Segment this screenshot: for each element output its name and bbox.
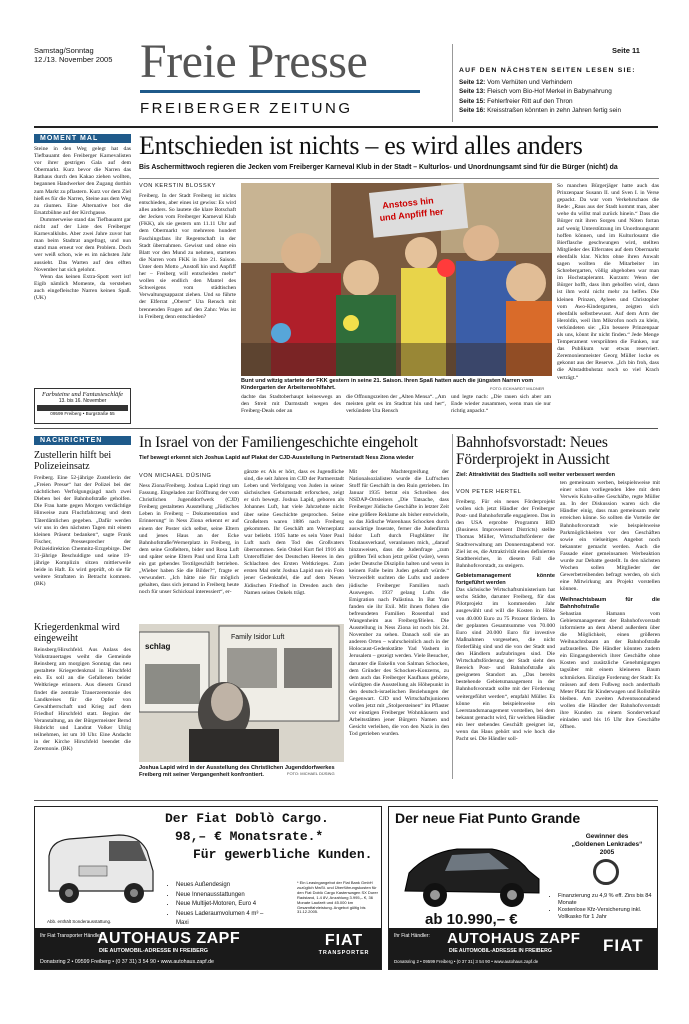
feature-item: • Finanzierung zu 4,9 % eff. Zins bis 84 Monate	[558, 893, 653, 907]
small-ad-address: 09599 Freiberg • Burgstraße 55	[50, 411, 115, 416]
news-item-1-headline: Zustellerin hilft bei Polizeieinsatz	[34, 450, 112, 472]
punto-dealer-name: AUTOHAUS ZAPF	[447, 930, 581, 947]
doblo-dealer-name: AUTOHAUS ZAPF	[97, 930, 241, 947]
title-underline	[140, 90, 420, 93]
column-divider	[452, 434, 453, 779]
israel-headline: In Israel von der Familiengeschichte eingeholt	[139, 434, 418, 451]
israel-col2: gänzte er. Als er hört, dass es Jugendliche sind, die seit Jahren im CJD der Partnerstadt Leben und Verfolgung von Juden in seiner sächsischen Geburtsstadt erforschen, zeigt er sich bewegt. Joshua Lapid, geboren als Johannes Luft, hat viele Jahrzehnte nicht über seine Geschichte gesprochen. Seine Großeltern waren 1886 nach Freiberg gekommen. Ihr Geschäft am Wernerplatz war beliebt. 1935 hatte es sein Vater Paul Luft nach dem Tod des Großvaters übernommen. Sein Onkel Kurt fiel 1916 als Unteroffizier des Deutschen Heeres in den Schlachten des Ersten Weltkrieges. Zum ersten Mal steht Joshua Lapid nun ein Foto jener Gedenktafel, die auf dem Neuen Jüdischen Friedhof in Dresden auch den Namen seines Onkels trägt.	[244, 469, 344, 596]
doblo-address: Donatsring 2 • 09599 Freiberg • (0 37 31) 3 54 90 • www.autohaus.zapf.de	[40, 959, 214, 965]
toc-item[interactable]: Seite 16: Kreisstraßen könnten in zehn Jahren fertig sein	[459, 106, 622, 114]
doblo-car-image	[39, 821, 159, 911]
lead-col1: Freiberg. In der Stadt Freiberg ist nichts entschieden, aber eines ist gewiss: Es wird alles anders. So lautete die klare Botschaft der Jecken vom Freiberger Karneval Klub (FKK), als sie gestern um 11.11 Uhr auf dem Obermarkt vor mehreren hundert Faschingsfans ihr Regentschaft in der Stadt übernahmen. Gewisst und ohne ein Blatt vor den Mund zu nehmen, starteten die Narren vom FKK in ihre 21. Saison. Unter dem Motto „Anstoß hin und Anpfiff her – Freiberg will entscheiden mehr“ wollen sie endlich den Mantel des Schweigens vom städtischen Verwaltungsapparat ziehen. Und so führte der Elferrat „Oberst“ Uta Rensch mit brennenden Fragen auf den Zahn: Was ist in Freiberg denn entschieden?	[139, 193, 236, 320]
fiat-transporter-logo: FIAT TRANSPORTER	[318, 932, 370, 956]
feature-item: • Neues Außendesign	[176, 881, 277, 891]
punto-price: ab 10.990,– €	[425, 911, 518, 928]
lead-deck: Bis Aschermittwoch regieren die Jecken vom Freiberger Karneval Klub in der Stadt – Kulturlos- und Unordnungsamt sind für die Bürger (nicht) da	[139, 164, 618, 171]
israel-col3: Mit der Machtergreifung der Nationalsozialisten wurde die Luft'schen Stoff für Geschäft in den Ruin getrieben. Im Januar 1935 betrat ein Schreiben des NSDAP-Ortsleiters „Die Tatsache, dass Freiberger Jüdische Geschäfte in letzter Zeit eine größere Reklame als bisher entwickeln, so das Jüdische Warenhaus Schocken durch auswärtige Inserate, ferner die Judenfirma Isidor Luft durch Flugblätter ihr Totalausverkauf, veranlassen mich, „darauf hinzuweisen, dass die Judenfrage „zum größten Teil schon jetzt gelöst (wäre), wenn jeder Deutsche Disziplin halten und wenn in keinem Falle beim Juden gekauft würde.“ Verzweifelt suchten die Lufts und andere jüdische Freiberger Familien nach Auswegen. 1937 gelang Lufts die Emigration nach Palästina. In Bat Yam fanden sie ihr Exil. Mit ihnen flohen die befreundeten Familien Rosenthal und Wangenheim aus Freiberg/Bielen. Die Ausstellung in Ness Ziona ist noch bis 24. November zu sehen. Danach soll sie an anderen Orten – wahrscheinlich auch in der Holocaust-Gedenkstätte Yad Vashem in Jerusalem – gezeigt werden. Viele Besucher, darunter die Enkelin von Salman Schocken, dem Gründer des Schocken-Konzerns, zu dem auch das Freiberger Kaufhaus gehörte, würdigten die Ausstellung als Höhepunkt in den deutsch-israelischen Beziehungen der Gegenwart. CJD und Wirtschaftsjunioren wollen jetzt mit „Stolpersteinen“ im Pflaster vor einstigen Freiberger Wohnhäusern und Arbeitsstätten jener Bürgern Namen und Gesicht verleihen, die von den Nazis in den Tod getrieben wurden.	[349, 469, 449, 738]
small-ad-title: Farbsteine und Fantasieschläfe	[42, 391, 123, 398]
nachrichten-heading: NACHRICHTEN	[34, 436, 131, 445]
issue-date	[34, 46, 112, 64]
news-item-1-text: Freiberg. Eine 52-jährige Zustellerin der „Freien Presse“ hat der Polizei bei der nächtlichen Verfolgungsjagd nach zwei Dieben bei der Bahnhofstraße geholfen. Die Frau hatte gegen Morgen verdächtige Hinweise zum Fluchtfahrzeug und dem Täterdämlichen gegeben. „Dafür werden wir uns in den nächsten Tagen mit einem kleinen Präsent bedanken“, sagte Frank Fischer, Pressesprecher der Polizeidirektion Chemnitz-Erzgebirge. Der 31-jährige Beschuldigte und seine 19-jährige Komplizin sitzen mittlerweile beide in Haft. Es wird geprüft, ob sie für weitere Straftaten in Betracht kommen. (BK)	[34, 475, 131, 588]
doblo-fineprint: * Ein Leasingangebot der Fiat Bank GmbH zuzüglich MwSt. und Überführungskosten für den Fiat Doblò Cargo Kastenwagen SX Durer Radstand, 1.4 8V, Anzahlung 3.995,– €, 36 Monate Laufzeit und 45.000 km Gesamtfahrleistung. Angebot gültig bis 31.12.2005.	[297, 880, 378, 915]
bahnhof-col2: ten gemeinsam werben, beispielsweise mit einer schon vorliegenden Idee mit dem Verweis Kuhn-allee Geschäfte, regte Müller an. In der Diskussion waren sich die Händler einig, dass man gemeinsam mehr erreichen könne. So sollten die Vorteile der Bahnhofsvorstadt wie beispielsweise Parkmöglichkeiten vor den Geschäften sowie ein vielseitiges Angebot noch bekannter gemacht werden. Auch die Fassade einer gemeinsamen Werbeaktion wurde zur Debatte gestellt. In den nächsten Wochen sollen Mitglieder der Gewerbetreibenden befragt werden, ob sich eine Mitwirkung am Projekt vorstellen können. Weihnachtsbaum für die Bahnhofstraße Sebastian Hamann vom Gebietsmanagement der Bahnhofsvorstadt informierte an dem Abend außerdem über die Möglichkeit, einen größeren Weihnachtsbaum an der Bahnhofstraße aufzustellen. Die Händler könnten zudem ein Eingangsbereich ihrer Geschäfte ohne Kosten und zusätzliche Genehmigungen tagsüber mit einem kleineren Baum schmücken. Einzige Forderung der Stadt: Es müssen auf dem Fußweg noch anderthalb Meter Platz für Kinderwagen und Rollstühle bleiben. Am zweiten Adventssonnabend wollen die Händler der Bahnhofsvorstadt ihre Kunden zu einem Sonderverkauf einladen und bis 16 Uhr ihre Geschäfte öffnen.	[560, 480, 660, 731]
small-ad	[34, 388, 131, 424]
doblo-price: 98,– € Monatsrate.*	[175, 829, 324, 844]
lapid-photo	[139, 624, 344, 762]
bahnhof-subhead-2: Weihnachtsbaum für die Bahnhofstraße	[560, 596, 660, 610]
section-rule	[34, 428, 658, 429]
toc-item[interactable]: Seite 13: Fleisch vom Bio-Hof Merkel in Babynahrung	[459, 88, 612, 96]
punto-address: Donatsring 2 • 09599 Freiberg • (0 37 31) 3 54 90 • www.autohaus.zapf.de	[394, 959, 539, 964]
news-item-2-headline: Kriegerdenkmal wird eingeweiht	[34, 622, 120, 644]
page-number: Seite 11	[612, 46, 640, 55]
israel-photo-credit: FOTO: MICHAEL DÜSING	[287, 771, 335, 776]
ad-divider	[34, 800, 658, 801]
feature-item: • Kostenlose Kfz-Versicherung inkl. Vollkasko für 1 Jahr	[558, 907, 653, 921]
doblo-tagline: Für gewerbliche Kunden.	[193, 847, 373, 862]
doblo-dealer-bar	[35, 928, 381, 969]
moment-mal-heading: MOMENT MAL	[34, 134, 131, 143]
lead-below-col3: und legte nach: „Die rauen sich aber am Ende wieder zusammen, wenn man sie nur richtig anpackt.“	[451, 394, 551, 415]
photo-sign-2: Family Isidor Luft	[231, 634, 285, 641]
toc-item[interactable]: Seite 12: Vom Verhüten und Verhindern	[459, 79, 573, 86]
issue-date-line2: 12./13. November 2005	[34, 55, 113, 64]
bahnhof-byline: VON PETER HERTEL	[456, 489, 522, 495]
toc-item[interactable]: Seite 15: Fehlerfreier Ritt auf den Thron	[459, 97, 573, 105]
lead-photo-caption: Bunt und witzig startete der FKK gestern in seine 21. Saison. Ihren Spaß hatten auch die jüngsten Narren vom Kindergarten der Arbeiterwohlfahrt.	[241, 378, 534, 391]
punto-dealer-label: Ihr Fiat Händler:	[394, 933, 430, 939]
doblo-features	[167, 881, 277, 929]
punto-title: Der neue Fiat Punto Grande	[395, 810, 581, 826]
lead-below-col1: dachte das Stadtoberhaupt keineswegs an den Streit mit Darmstadt wegen des Freiberg-Deals oder an	[241, 394, 341, 415]
news-item-2-text: Reinsberg/Hirschfeld. Aus Anlass des Volkstrauertages weiht die Gemeinde Reinsberg am morgigen Sonntag das neu gestaltete Kriegerdenkmal in Hirschfeld ein. Es soll an die Gefallenen beider Weltkriege erinnern. Aus diesem Grund findet die zentrale Trauerzeremonie des Landkreises für die Opfer von Gewaltherrschaft und Krieg auf dem Friedhof Hirschfeld statt. Beginn der Veranstaltung, an der Bürgermeister Bernd Hubricht und Landrat Volker Uhlig teilnehmen, ist um 10 Uhr. Eine Andacht in der Kirche Hirschfeld beendet die Zeremonie. (BK)	[34, 647, 131, 753]
bahnhof-headline: Bahnhofsvorstadt: Neues Förderprojekt in Aussicht	[456, 434, 610, 468]
masthead-divider	[452, 44, 453, 122]
lead-photo-credit: FOTO: ECKHARDT MILDNER	[490, 386, 545, 391]
punto-badge: Gewinner des „Goldenen Lenkrades“ 2005	[571, 833, 643, 856]
bahnhof-col1: Freiberg. Für ein neues Förderprojekt wollen sich jetzt Händler der Freiberger Post- und Bahnhofstraße engagieren. Das in den USA erprobte Programm BID (Business Improvement Districts) stellte Thomas Müller, Wirtschaftsförderer der Stadtverwaltung am Donnerstagabend vor. Ziel ist es, die Attraktivität eines definierten Stadtbereiches, in diesem Fall die Bahnhofsvorstadt, zu steigern. Gebietsmanagement könnte fortgeführt werden Das sächsische Wirtschaftsministerium hat sechs Städte, darunter Freiberg, für das Pilotprojekt im kommenden Jahr ausgewählt und will die Kosten in Höhe von 40.000 Euro zu 75 Prozent fördern. In der geplanten Gesamtsumme von 70.000 Euro sind 20.000 Euro für investive Maßnahmen vorgesehen, die nicht förderfähig sind und die von der Stadt und den Händlern aufzubringen sind. Die Wirtschaftsförderung der Stadt sieht den Bereich Post- und Bahnhofstraße als geeigneten Standort an. „Das bereits bestehende Gebietsmanagement in der Bahnhofsvorstadt sollte mit der Förderung weitergeführt werden“, empfahl Müller. Es könne ein beispielsweise ein Leerstandsmanagement vorstellen, bei dem bekannt gemacht wird, für welchen Händler ein leer stehendes Geschäft geeignet ist, wenn das Haus gehört und wie hoch die Pacht sei. Die Händler soll-	[456, 499, 555, 743]
steering-wheel-icon	[593, 859, 619, 885]
doblo-note: Abb. enthält Sonderausstattung.	[47, 919, 112, 924]
punto-dealer-sub: DIE AUTOMOBIL-ADRESSE IN FREIBERG	[449, 948, 552, 954]
newspaper-title: Freie Presse	[140, 35, 368, 88]
bahnhof-deck: Ziel: Attraktivität des Stadtteils soll weiter verbessert werden	[456, 472, 616, 478]
lead-below-col2: die Öffnungszeiten der „Alten Mensa“. „Am meisten geht es im Stadtrat hin und her“, verkündete Uta Rensch	[346, 394, 446, 415]
svg-text:und Anpfiff her: und Anpfiff her	[379, 206, 444, 224]
bahnhof-subhead-1: Gebietsmanagement könnte fortgeführt werden	[456, 572, 555, 587]
issue-date-line1: Samstag/Sonntag	[34, 46, 94, 55]
doblo-dealer-label: Ihr Fiat Transporter Händler:	[40, 933, 103, 939]
lead-byline: VON KERSTIN BLOSSKY	[139, 183, 216, 189]
newspaper-subtitle: FREIBERGER ZEITUNG	[140, 100, 353, 117]
doblo-title: Der Fiat Doblò Cargo.	[165, 811, 329, 826]
punto-features	[549, 893, 653, 921]
toc-list	[459, 78, 659, 115]
moment-mal-text: Steine in den Weg gelegt hat das Tiefbauamt den Freiberger Karnevalisten vor ihrer gestrigen Gala auf dem Obermarkt. Kurz bevor die Narren das Rathaus durch den Kakao ziehen wollten, begannen Handwerker den Zugang dorthin zum Markt zu pflastern. Kurz vor dem Ziel hieß es für die Narren, Steine aus dem Weg zu räumen. Eine Alternative bot die Ersatzbühne auf der Kirchgasse. Dummerweise stand das Tiefbauamt gar nicht auf der Liste des Freiberger Karnevalklubs. Aber zwei Jahre zuvor hat man beim Stadtrat angefragt, und nun stand man erneut vor dem Problem. Doch wer weiß schon, wie es im nächsten Jahr aussieht. Das Warten auf den elften November hat sich gelohnt. Wenn das keinen Extra-Spott wert ist! Eigib nämlich Momente, da verstehen auch eingefleischte Narren keinen Spaß. (UK)	[34, 146, 131, 301]
israel-byline: VON MICHAEL DÜSING	[139, 473, 212, 479]
israel-deck: Tief bewegt erkennt sich Joshua Lapid auf Plakat der CJD-Ausstellung in Partnerstadt Ness Ziona wieder	[139, 455, 414, 461]
feature-item: • Neue Innenausstattungen	[176, 891, 277, 901]
small-ad-date: 13. bis 16. November	[58, 398, 107, 404]
punto-car-image	[397, 831, 547, 913]
lead-col4: So manchen Bürgerjäger hatte auch das Prinzenpaar Susann II. und Sven I. in Verse gepackt. Da war vom Verkehrschaos die Rede: „Raus aus der Stadt kommt man, aber wehe du willst mal zurück hinein.“ Dass die Bürger mit ihren Sorgen und Nöten fortan auf wenig Unterstützung im Unordnungsamt hoffen können, und im Kulturlosamt die Bierflasche geschwungen wird, stellten Mitglieder des Elferrates auf dem Obermarkt ebenfalls klar. Nichts ohne ihren Anwalt sagen wollten die Mitarbeiter im Schrebergarten, völlig abgehoben war man im Hochstapleramt. Kurzum: Wenn der Bürger hofft, dass ihm geholfen wird, dann ist ihm wohl nicht mehr zu helfen. Die kleinen Prinzen, Ayleen und Christopher vom Awo-Kindergarten, zeigten sich ebenfalls selbstbewusst. Auf dem Arm der Heroldin, weil ihm Mikrofon noch zu klein, verkündeten sie: „Ein bessere Prinzenpaar als uns, könnt ihr nicht finden.“ Jede Menge Temperament versprühten die Funken, nur das Publikum war etwas reserviert. Zeremonienmeister Georg Müller locke es gekonnt aus der Reserve. „Ich bin froh, dass die Altstadtbuhstaz noch so viel Krach verträgt.“	[557, 183, 659, 381]
feature-item: • Neues Laderaumvolumen 4 m³ – Maxi	[176, 910, 277, 929]
photo-sign-1: schlag	[145, 642, 171, 651]
fiat-logo: FIAT	[603, 936, 644, 955]
lead-headline: Entschieden ist nichts – es wird alles anders	[139, 131, 583, 160]
doblo-dealer-sub: DIE AUTOMOBIL-ADRESSE IN FREIBERG	[99, 948, 209, 954]
ad-punto[interactable]	[388, 806, 658, 970]
carnival-photo	[241, 183, 552, 376]
lead-rule	[139, 178, 659, 179]
svg-text:Anstoss hin: Anstoss hin	[381, 195, 435, 211]
israel-photo-caption: Joshua Lapid wird in der Ausstellung des Christlichen Jugenddorfwerkes Freiberg mit seiner Vergangenheit konfrontiert.	[139, 765, 335, 778]
feature-item: • Neue Multijet-Motoren, Euro 4	[176, 900, 277, 910]
ad-doblo[interactable]	[34, 806, 382, 970]
masthead-rule	[34, 126, 658, 128]
punto-dealer-bar	[389, 928, 657, 969]
israel-col1: Ness Ziona/Freiberg. Joshua Lapid ringt um Fassung. Eingeladen zur Eröffnung der vom Christlichen Jugenddorfwerk (CJD) Freiberg gestalteten Ausstellung „Jüdisches Leben in Freiberg – Dokumentation und Erinnerung“ in Ness Ziona erkennt er auf einem der Poster sich selbst, seine Eltern und jenes Haus an der Ecke Bahnhofstraße/Wernerplatz in Freiberg, in dem seine Großeltern, bider und Rosa Luft und später seine Eltern Paul und Erna Luft ein gut gehendes Textilgeschäft betrieben. „Wieber haben Sie die Bilder?“, fragte er verwundert. „Ich hätte nie für möglich gehalten, dass sich jemand in Freiberg heute noch für unser Schicksal interessiert“, er-	[139, 483, 239, 596]
toc-heading: AUF DEN NÄCHSTEN SEITEN LESEN SIE:	[459, 67, 636, 74]
